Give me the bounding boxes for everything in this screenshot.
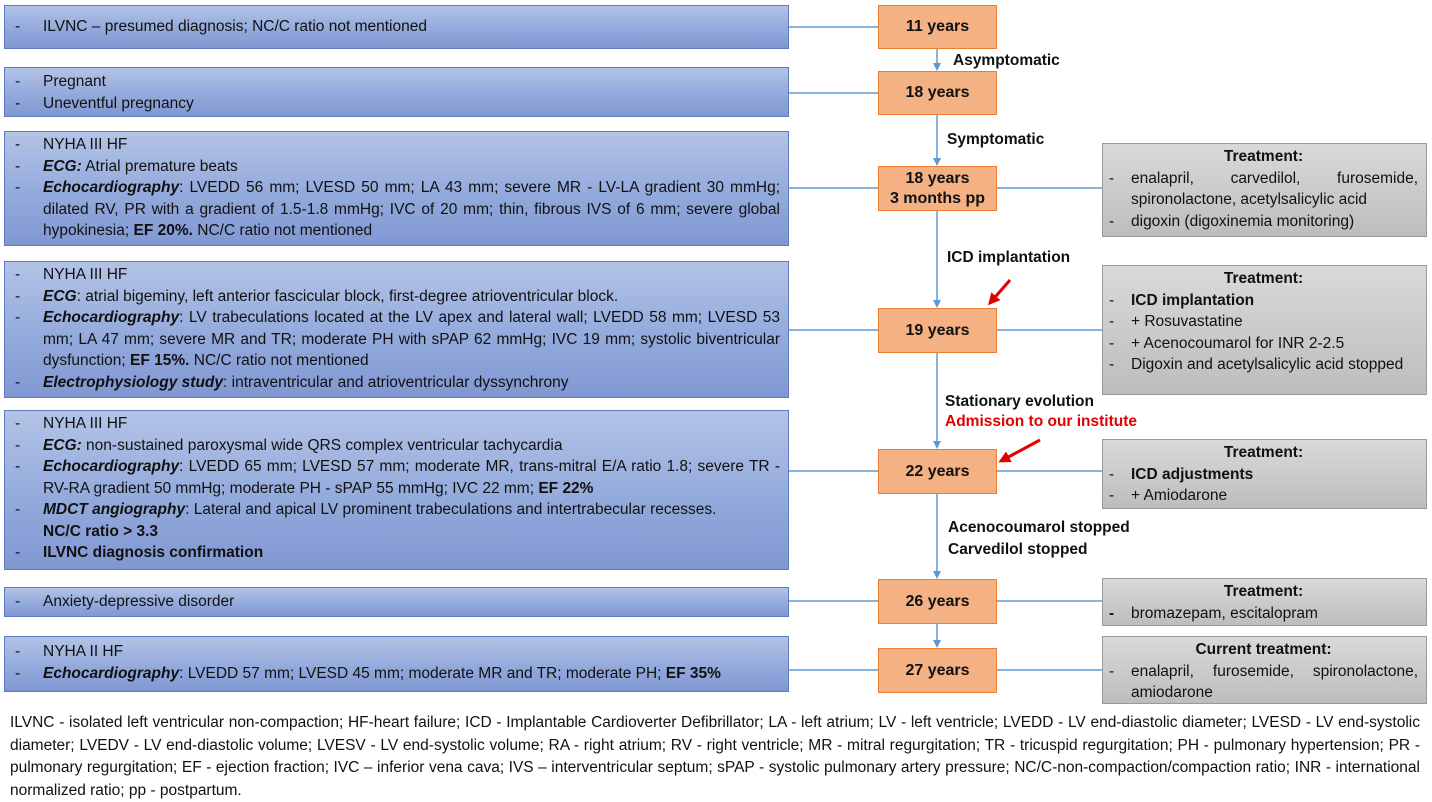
event-text: ILVNC – presumed diagnosis; NC/C ratio not mentioned <box>43 18 427 35</box>
dash: - <box>15 309 21 326</box>
dash: - <box>15 94 21 112</box>
echo-finding <box>43 307 780 372</box>
dash: - <box>1109 604 1115 622</box>
treatment-title: Current treatment: <box>1195 641 1332 658</box>
event-22-years <box>4 410 789 570</box>
nyha-class: NYHA III HF <box>43 136 128 153</box>
treatment-item: ICD implantation <box>1131 291 1255 309</box>
dash: - <box>15 287 21 305</box>
ecg-finding <box>43 435 780 457</box>
treatment-26-years <box>1102 578 1427 626</box>
age-label: 18 years <box>905 169 970 187</box>
echo-label: Echocardiography <box>43 458 180 475</box>
age-18-years <box>878 71 997 115</box>
ecg-text: Atrial premature beats <box>81 157 238 175</box>
dash: - <box>1109 169 1115 187</box>
nyha-class: NYHA III HF <box>43 415 128 432</box>
mdct-label: MDCT angiography <box>43 501 186 518</box>
event-text: Pregnant <box>43 73 106 90</box>
age-19-years <box>878 308 997 353</box>
echo-label: Echocardiography <box>43 179 180 196</box>
echo-finding <box>43 177 780 242</box>
diagnosis-confirmation: ILVNC diagnosis confirmation <box>43 544 264 561</box>
treatment-22-years <box>1102 439 1427 509</box>
treatment-item: digoxin (digoxinemia monitoring) <box>1131 212 1355 230</box>
dash: - <box>15 544 21 561</box>
echo-label: Echocardiography <box>43 664 180 682</box>
dash: - <box>15 266 21 283</box>
dash: - <box>15 373 21 391</box>
label-stationary-evolution: Stationary evolution <box>945 393 1094 410</box>
echo-finding <box>43 456 780 499</box>
label-icd-implantation: ICD implantation <box>947 249 1071 266</box>
dash: - <box>15 136 21 153</box>
ecg-text: : atrial bigeminy, left anterior fascicular block, first-degree atrioventricular block. <box>76 287 619 305</box>
label-acenocoumarol-stopped: Acenocoumarol stopped <box>948 519 1130 536</box>
treatment-item: bromazepam, escitalopram <box>1131 604 1318 622</box>
age-18-years-3-months-pp <box>878 166 997 211</box>
event-19-years <box>4 261 789 398</box>
ecg-label: ECG <box>43 287 77 305</box>
dash: - <box>1109 662 1115 680</box>
mdct-text: : Lateral and apical LV prominent trabeculations and intertrabecular recesses. <box>185 501 717 518</box>
ncc-ratio: NC/C ratio > 3.3 <box>43 522 158 540</box>
ep-text: : intraventricular and atrioventricular dyssynchrony <box>223 373 569 391</box>
dash: - <box>15 18 21 35</box>
treatment-item: + Amiodarone <box>1131 487 1228 504</box>
dash: - <box>15 501 21 518</box>
ecg-label: ECG: <box>43 157 82 175</box>
ejection-fraction: EF 20%. <box>133 222 193 239</box>
treatment-19-years <box>1102 265 1427 395</box>
nyha-class: NYHA III HF <box>43 266 128 283</box>
ejection-fraction: EF 35% <box>665 664 721 682</box>
treatment-item: enalapril, furosemide, spironolactone, amiodarone <box>1131 662 1418 701</box>
dash: - <box>15 157 21 175</box>
treatment-title: Treatment: <box>1223 270 1304 287</box>
dash: - <box>1109 356 1115 373</box>
age-26-years <box>878 579 997 624</box>
dash: - <box>1109 487 1115 504</box>
age-11-years <box>878 5 997 49</box>
event-18-years-3-months-pp <box>4 131 789 246</box>
echo-finding <box>43 663 780 685</box>
ecg-finding <box>43 286 780 308</box>
treatment-item: + Rosuvastatine <box>1131 313 1243 330</box>
dash: - <box>1109 334 1115 352</box>
dash: - <box>15 436 21 454</box>
label-asymptomatic: Asymptomatic <box>953 52 1060 69</box>
dash: - <box>15 643 21 660</box>
treatment-title: Treatment: <box>1223 583 1304 600</box>
ejection-fraction: EF 15%. <box>130 352 190 369</box>
echo-text: : LVEDD 57 mm; LVESD 45 mm; moderate MR and TR; moderate PH; <box>179 664 666 682</box>
age-label: 27 years <box>905 661 970 679</box>
treatment-item: enalapril, carvedilol, furosemide, spironolactone, acetylsalicylic acid <box>1131 169 1418 208</box>
treatment-item: + Acenocoumarol for INR 2-2.5 <box>1131 334 1345 352</box>
age-label: 22 years <box>905 462 970 480</box>
echo-tail: NC/C ratio not mentioned <box>189 352 369 369</box>
dash: - <box>1109 313 1115 330</box>
echo-text: : LVEDD 56 mm; LVESD 50 mm; LA 43 mm; severe MR - LV-LA gradient 30 mmHg; dilated RV, PR with a gradient of 1.5-1.8 mmHg; IVC of 20 mm; thin, fibrous IVS of 6 mm; severe global hypokinesia; <box>43 179 780 239</box>
treatment-27-years <box>1102 636 1427 704</box>
ep-finding <box>43 372 780 394</box>
dash: - <box>1109 212 1115 230</box>
event-text: Uneventful pregnancy <box>43 94 194 112</box>
age-label: 19 years <box>905 321 970 339</box>
treatment-title: Treatment: <box>1223 148 1304 165</box>
label-admission: Admission to our institute <box>945 413 1138 430</box>
dash: - <box>15 593 21 610</box>
treatment-title: Treatment: <box>1223 444 1304 461</box>
dash: - <box>15 415 21 432</box>
label-symptomatic: Symptomatic <box>947 131 1045 148</box>
echo-text: : LVEDD 65 mm; LVESD 57 mm; moderate MR, trans-mitral E/A ratio 1.8; severe TR - RV-RA gradient 50 mmHg; moderate PH - sPAP 55 mmHg; IVC 22 mm; <box>43 458 780 497</box>
age-label: 18 years <box>905 84 970 101</box>
echo-text: : LV trabeculations located at the LV apex and lateral wall; LVEDD 58 mm; LVESD 53 mm; LA 47 mm; severe MR and TR; moderate PH with sPAP 62 mmHg; IVC 19 mm; systolic biventricular dysfunction; <box>43 309 780 369</box>
event-text: Anxiety-depressive disorder <box>43 593 235 610</box>
age-27-years <box>878 648 997 693</box>
event-18-years <box>4 67 789 117</box>
dash: - <box>15 73 21 90</box>
event-27-years <box>4 636 789 692</box>
ecg-finding <box>43 156 780 178</box>
age-22-years <box>878 449 997 494</box>
mdct-finding <box>43 499 780 542</box>
label-carvedilol-stopped: Carvedilol stopped <box>948 541 1088 558</box>
treatment-item: ICD adjustments <box>1131 465 1254 483</box>
age-label: 11 years <box>905 18 970 35</box>
dash: - <box>1109 291 1115 309</box>
echo-label: Echocardiography <box>43 309 180 326</box>
red-arrow-admission <box>1001 440 1040 461</box>
ecg-text: non-sustained paroxysmal wide QRS complex ventricular tachycardia <box>81 436 563 454</box>
dash: - <box>15 179 21 196</box>
event-26-years <box>4 587 789 617</box>
nyha-class: NYHA II HF <box>43 643 124 660</box>
dash: - <box>15 458 21 475</box>
dash: - <box>1109 465 1115 483</box>
dash: - <box>15 664 21 682</box>
echo-tail: NC/C ratio not mentioned <box>192 222 373 239</box>
age-label: 26 years <box>905 592 970 610</box>
ep-label: Electrophysiology study <box>43 373 224 391</box>
ejection-fraction: EF 22% <box>538 479 594 497</box>
red-arrow-icd <box>990 280 1010 303</box>
ecg-label: ECG: <box>43 436 82 454</box>
treatment-item: Digoxin and acetylsalicylic acid stopped <box>1131 356 1404 373</box>
abbreviations-footnote: ILVNC - isolated left ventricular non-compaction; HF-heart failure; ICD - Implantable Cardioverter Defibrillator; LA - left atrium; LV - left ventricle; LVEDD - LV end-diastolic diameter; LVESD - LV end-systolic diameter; LVEDV - LV end-diastolic volume; LVESV - LV end-systolic volume; RA - right atrium; RV - right ventricle; MR - mitral regurgitation; TR - tricuspid regurgitation; PH - pulmonary hypertension; PR - pulmonary regurgitation; EF - ejection fraction; IVC – inferior vena cava; IVS – interventricular septum; sPAP - systolic pulmonary artery pressure; NC/C-non-compaction/compaction ratio; INR - international normalized ratio; pp - postpartum. <box>10 714 1420 799</box>
treatment-18-years-pp <box>1102 143 1427 237</box>
event-11-years <box>4 5 789 49</box>
age-sublabel: 3 months pp <box>889 189 986 207</box>
